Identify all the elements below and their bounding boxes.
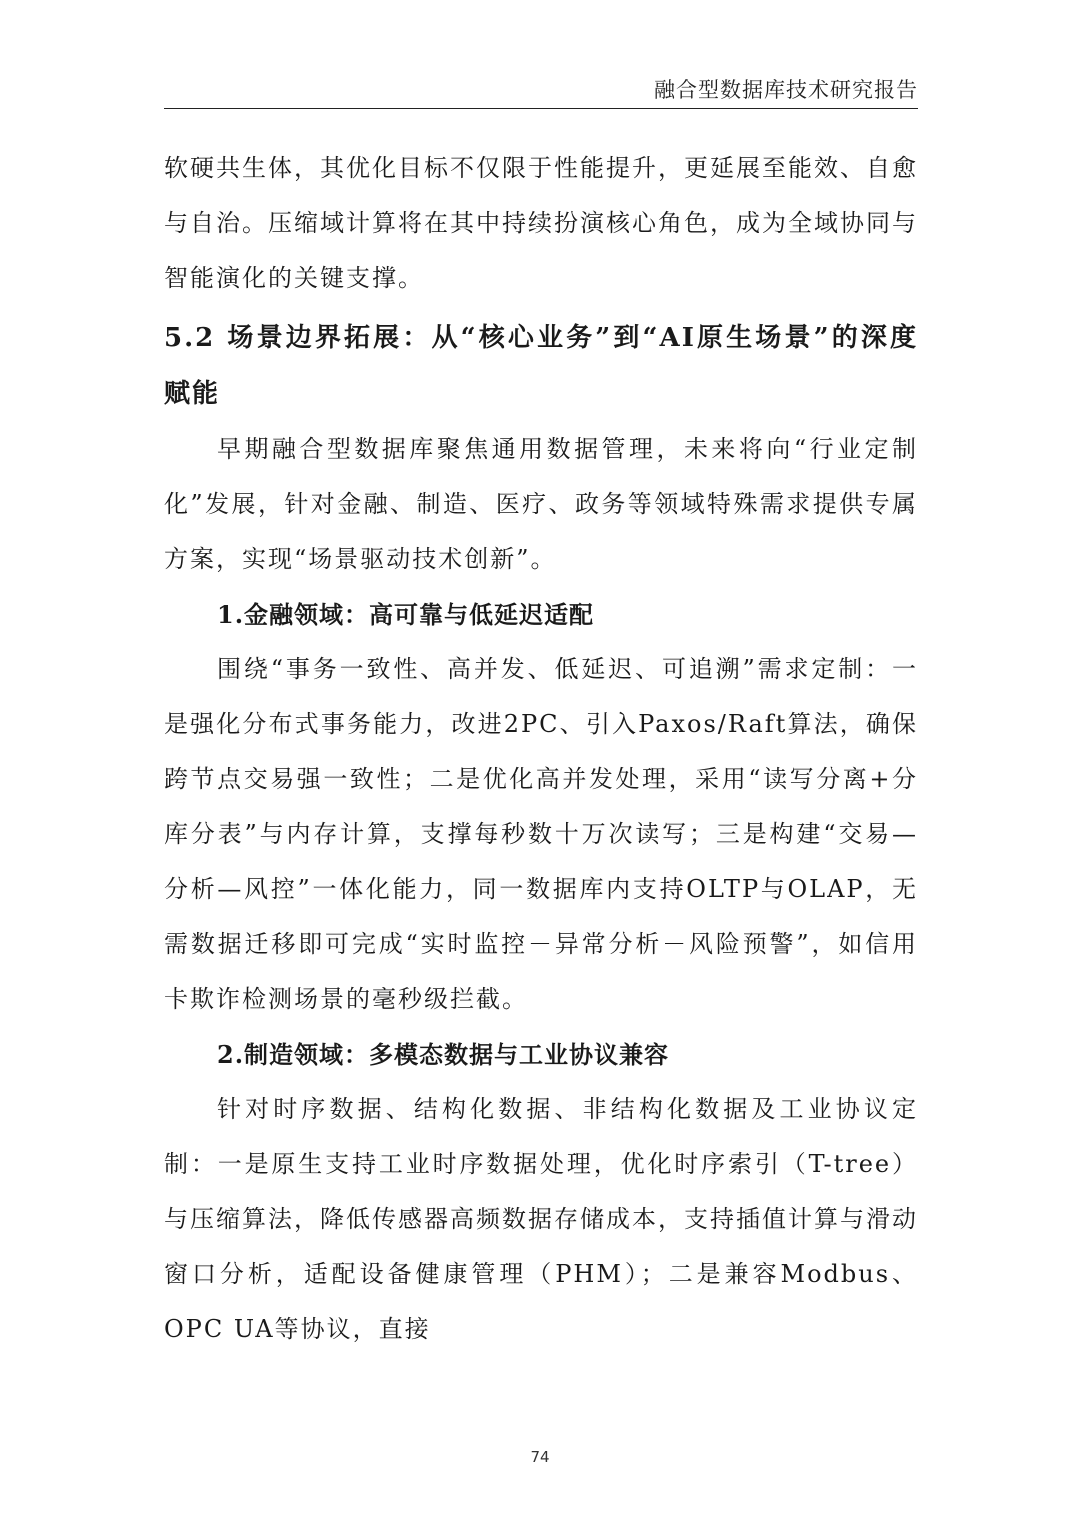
paragraph-industry-customization: 早期融合型数据库聚焦通用数据管理，未来将向“行业定制化”发展，针对金融、制造、医疗、政务等领域特殊需求提供专属方案，实现“场景驱动技术创新”。 <box>164 435 918 573</box>
paragraph-finance: 围绕“事务一致性、高并发、低延迟、可追溯”需求定制：一是强化分布式事务能力，改进2PC、引入Paxos/Raft算法，确保跨节点交易强一致性；二是优化高并发处理，采用“读写分离+分库分表”与内存计算，支撑每秒数十万次读写；三是构建“交易—分析—风控”一体化能力，同一数据库内支持OLTP与OLAP，无需数据迁移即可完成“实时监控－异常分析－风险预警”，如信用卡欺诈检测场景的毫秒级拦截。 <box>164 655 918 1013</box>
subheading-finance: 1.金融领域：高可靠与低延迟适配 <box>217 600 595 629</box>
paragraph-intro-continuation: 软硬共生体，其优化目标不仅限于性能提升，更延展至能效、自愈与自治。压缩域计算将在其中持续扮演核心角色，成为全域协同与智能演化的关键支撑。 <box>164 154 918 292</box>
page-body <box>164 141 918 1357</box>
page-number: 74 <box>530 1448 550 1466</box>
section-heading-5-2: 5.2 场景边界拓展：从“核心业务”到“AI原生场景”的深度赋能 <box>164 323 918 409</box>
page-header <box>164 76 918 109</box>
header-title: 融合型数据库技术研究报告 <box>654 78 918 102</box>
paragraph-manufacturing: 针对时序数据、结构化数据、非结构化数据及工业协议定制：一是原生支持工业时序数据处理，优化时序索引（T-tree）与压缩算法，降低传感器高频数据存储成本，支持插值计算与滑动窗口分析，适配设备健康管理（PHM）；二是兼容Modbus、OPC UA等协议，直接 <box>164 1095 918 1343</box>
subheading-manufacturing: 2.制造领域：多模态数据与工业协议兼容 <box>217 1040 670 1069</box>
